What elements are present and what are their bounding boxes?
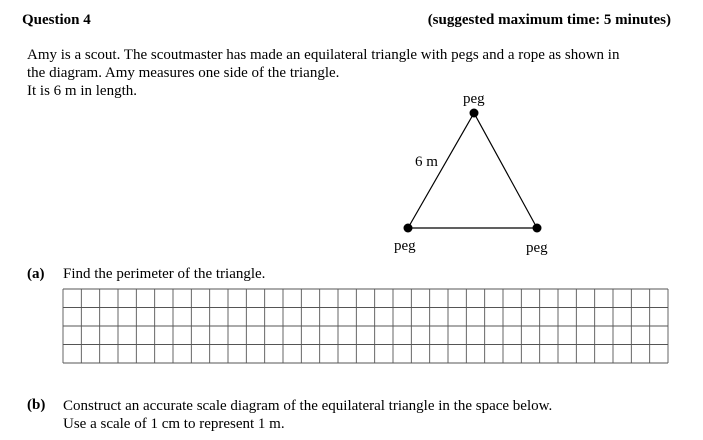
- part-b-text: [63, 397, 552, 433]
- part-b-line-2: Use a scale of 1 cm to represent 1 m.: [63, 416, 285, 432]
- right-peg: [533, 224, 542, 233]
- part-a-text: Find the perimeter of the triangle.: [63, 266, 266, 282]
- intro-line-2: the diagram. Amy measures one side of the triangle.: [27, 65, 340, 81]
- right-peg-label: peg: [526, 240, 548, 256]
- triangle-diagram: [380, 88, 580, 263]
- part-b-line-1: Construct an accurate scale diagram of the equilateral triangle in the space below.: [63, 398, 553, 414]
- part-b-label: (b): [27, 397, 46, 413]
- intro-line-3: It is 6 m in length.: [27, 83, 137, 99]
- top-peg-label: peg: [463, 91, 485, 107]
- part-a-label: (a): [27, 266, 45, 282]
- question-title: Question 4: [22, 12, 91, 28]
- left-peg-label: peg: [394, 238, 416, 254]
- top-peg: [470, 109, 479, 118]
- triangle-svg: [380, 88, 580, 263]
- right-side-rope: [474, 113, 537, 228]
- left-peg: [404, 224, 413, 233]
- answer-grid[interactable]: [62, 288, 670, 364]
- suggested-time: (suggested maximum time: 5 minutes): [427, 12, 671, 28]
- intro-line-1: Amy is a scout. The scoutmaster has made an equilateral triangle with pegs and a rope as shown in: [27, 47, 620, 63]
- side-length-label: 6 m: [415, 154, 438, 170]
